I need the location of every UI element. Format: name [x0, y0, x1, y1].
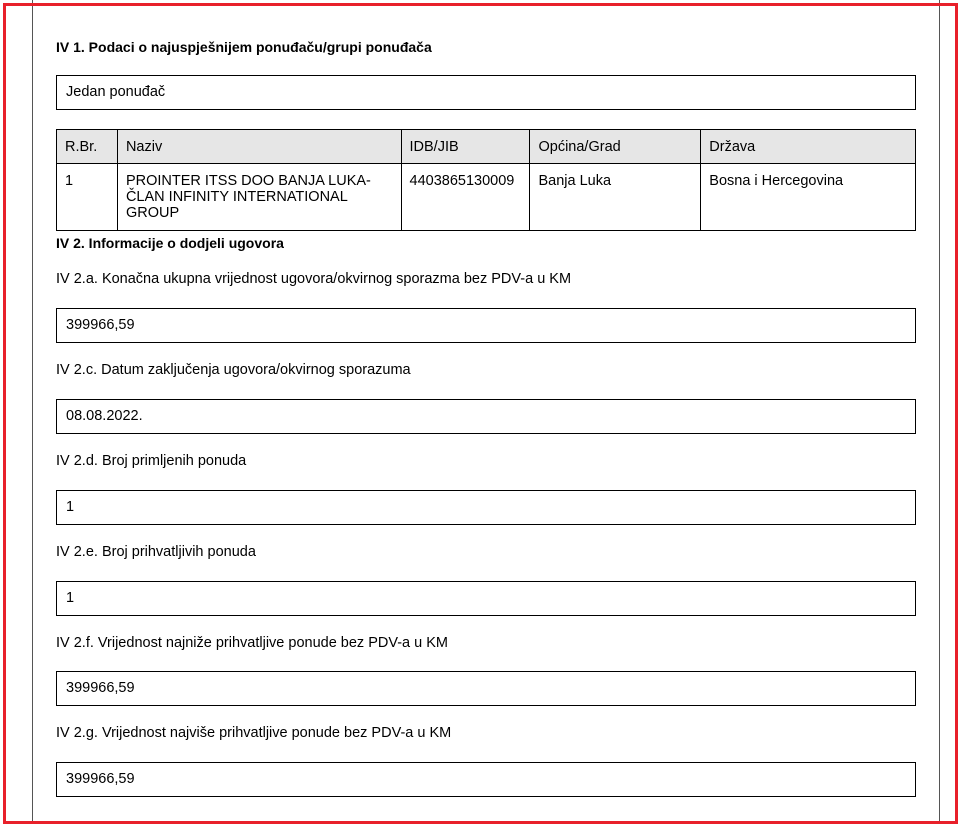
field-value-iv2c: 08.08.2022. — [56, 399, 916, 434]
column-header-rbr: R.Br. — [57, 130, 118, 164]
cell-drzava: Bosna i Hercegovina — [701, 164, 916, 231]
cell-opcina-grad: Banja Luka — [530, 164, 701, 231]
field-label-iv2e: IV 2.e. Broj prihvatljivih ponuda — [56, 544, 256, 560]
cell-naziv: PROINTER ITSS DOO BANJA LUKA-ČLAN INFINITY INTERNATIONAL GROUP — [117, 164, 401, 231]
field-label-iv2a: IV 2.a. Konačna ukupna vrijednost ugovora/okvirnog sporazma bez PDV-a u KM — [56, 271, 572, 287]
cell-rbr: 1 — [57, 164, 118, 231]
column-header-idb-jib: IDB/JIB — [401, 130, 530, 164]
bidder-type-field: Jedan ponuđač — [56, 75, 916, 110]
field-value-iv2a: 399966,59 — [56, 308, 916, 343]
field-label-iv2c: IV 2.c. Datum zaključenja ugovora/okvirnog sporazuma — [56, 362, 411, 378]
field-label-iv2d: IV 2.d. Broj primljenih ponuda — [56, 453, 247, 469]
cell-idb-jib: 4403865130009 — [401, 164, 530, 231]
section-heading-iv2: IV 2. Informacije o dodjeli ugovora — [56, 235, 284, 251]
highlight-frame — [3, 3, 958, 824]
column-header-naziv: Naziv — [117, 130, 401, 164]
column-header-drzava: Država — [701, 130, 916, 164]
field-value-iv2g: 399966,59 — [56, 762, 916, 797]
field-value-iv2f: 399966,59 — [56, 671, 916, 706]
column-header-opcina-grad: Općina/Grad — [530, 130, 701, 164]
field-value-iv2e: 1 — [56, 581, 916, 616]
field-label-iv2f: IV 2.f. Vrijednost najniže prihvatljive ponude bez PDV-a u KM — [56, 635, 448, 651]
field-label-iv2g: IV 2.g. Vrijednost najviše prihvatljive ponude bez PDV-a u KM — [56, 725, 452, 741]
field-value-iv2d: 1 — [56, 490, 916, 525]
section-heading-iv1: IV 1. Podaci o najuspješnijem ponuđaču/grupi ponuđača — [56, 39, 432, 55]
